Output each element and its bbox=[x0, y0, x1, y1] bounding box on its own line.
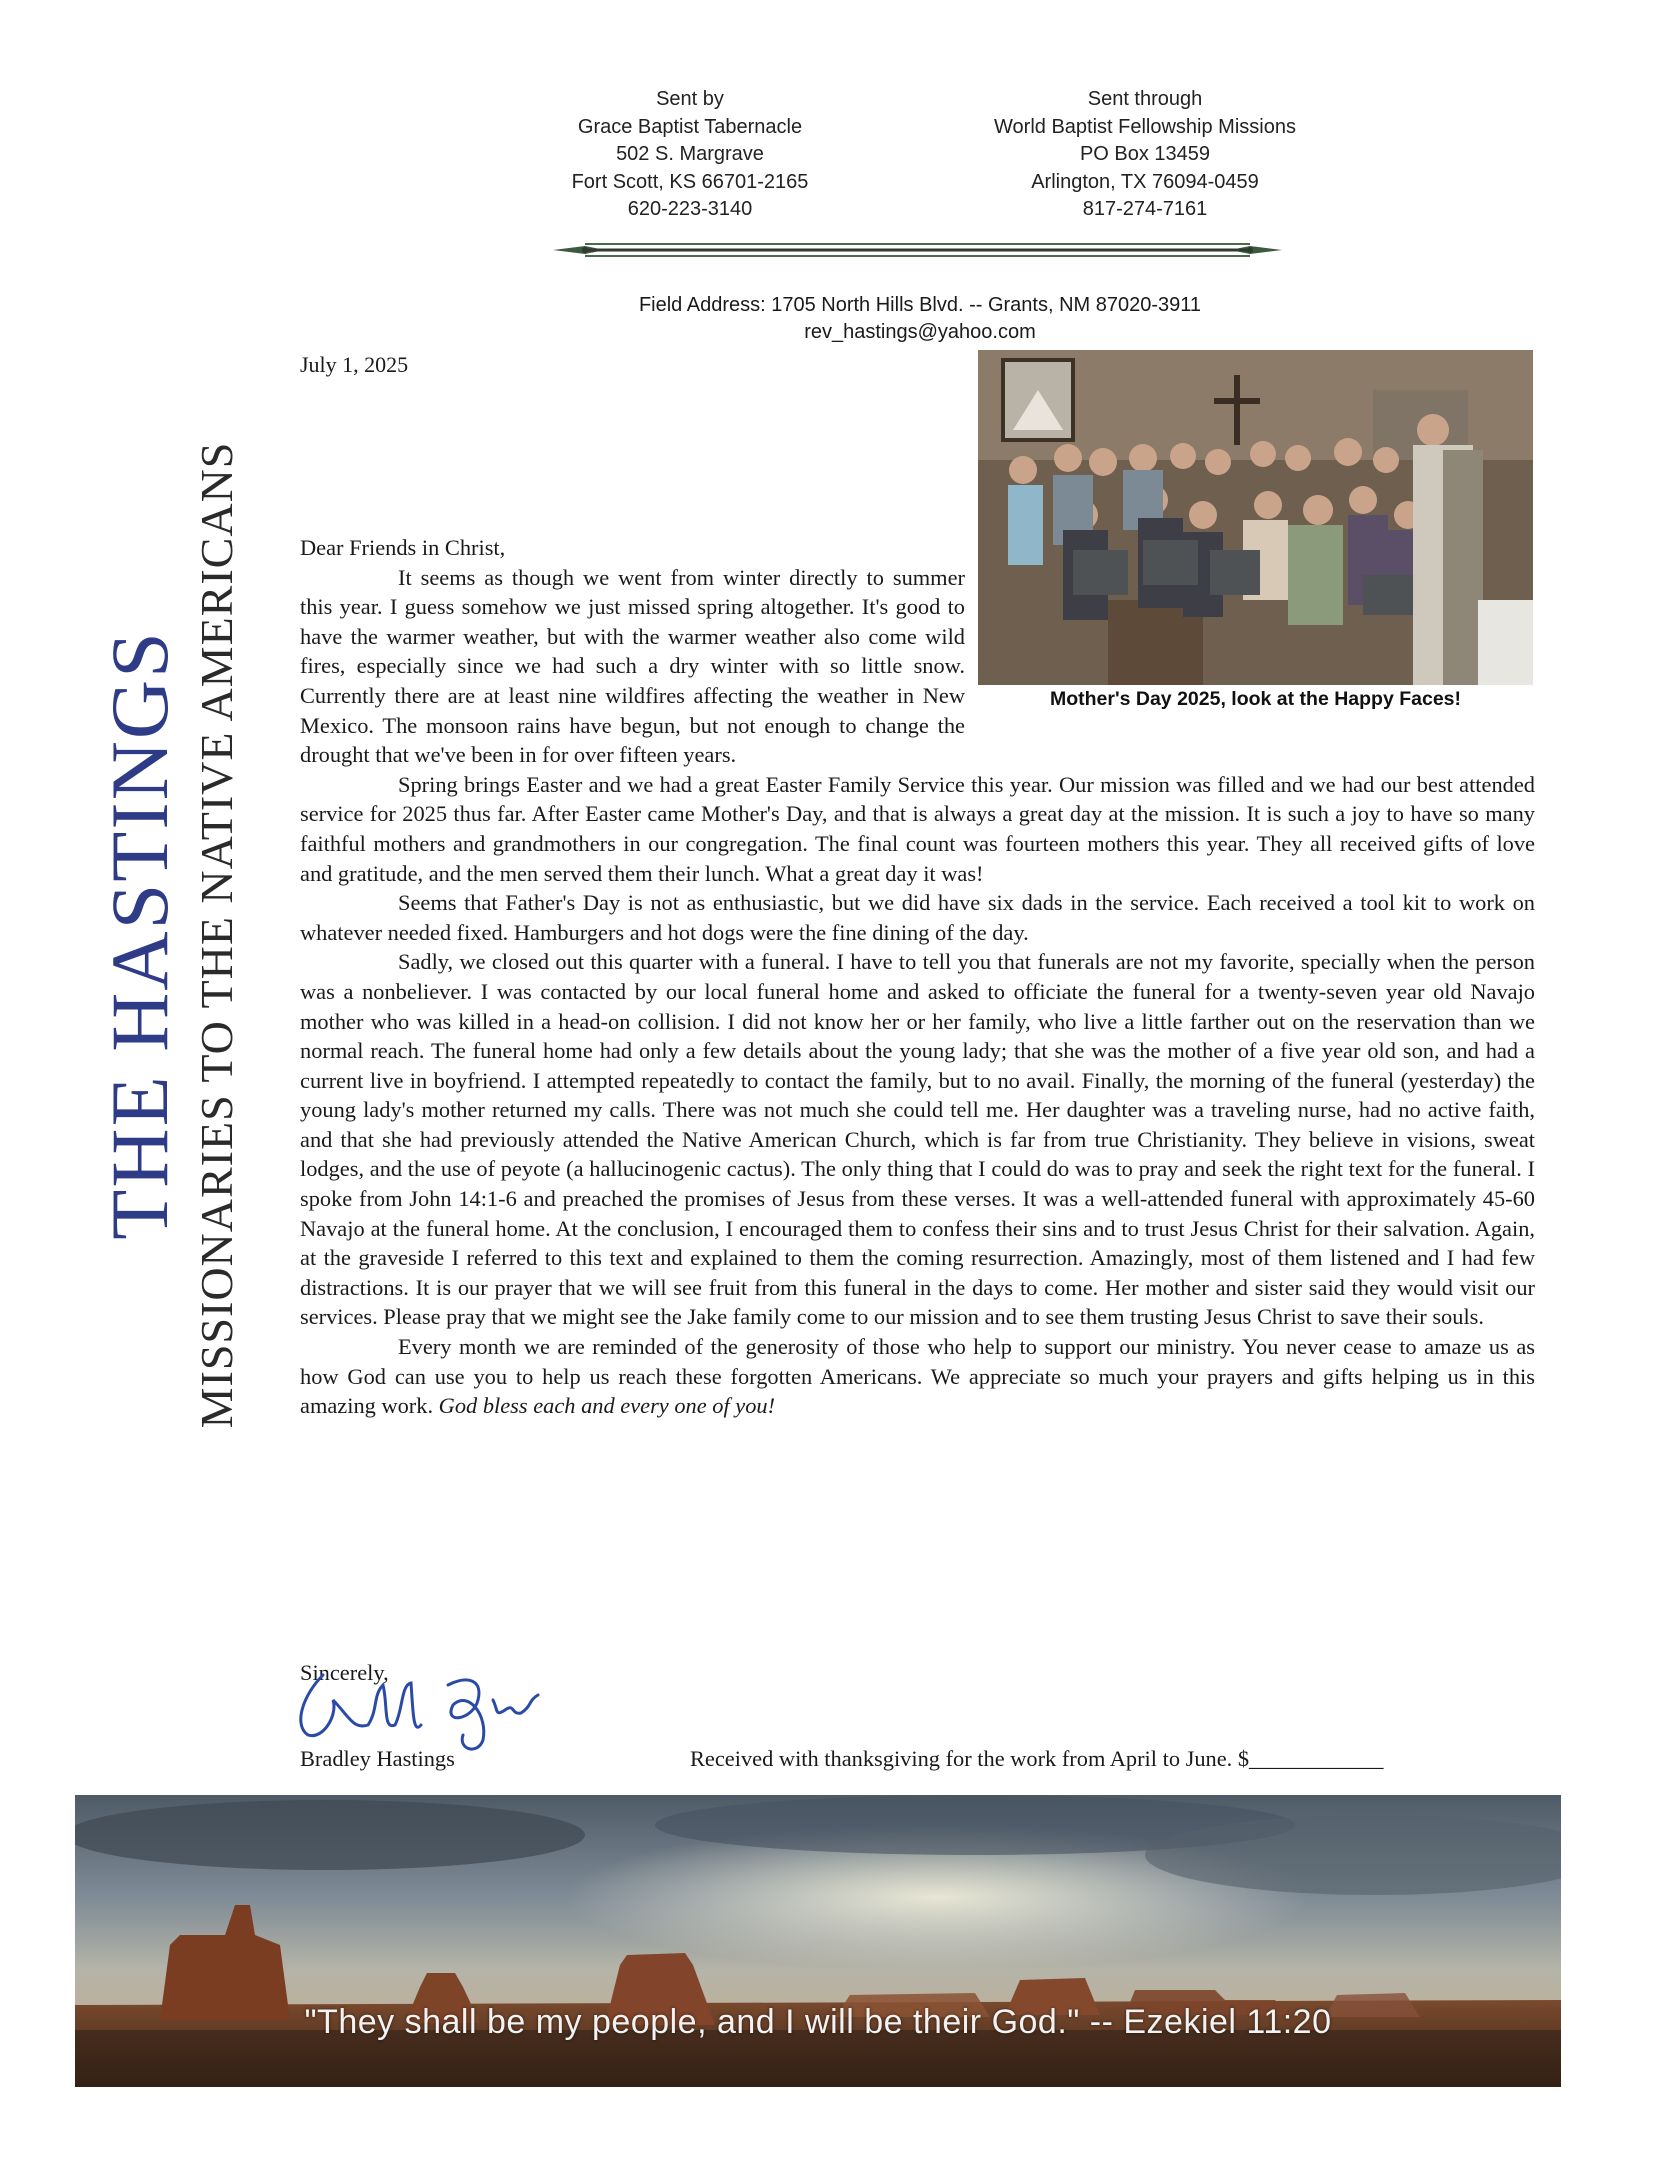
blessing: God bless each and every one of you! bbox=[438, 1393, 776, 1419]
paragraph-1: It seems as though we went from winter directly to summer this year. I guess somehow we just missed spring altogether. It's good to have the warmer weather, but with the warmer weather also come wild fires, especially since we had such a dry winter with so little snow. Currently there are at least nine wildfires affecting the weather in New Mexico. The monsoon rains have begun, but not enough to change the drought that we've been in for over fifteen years. bbox=[300, 564, 965, 768]
field-address: Field Address: 1705 North Hills Blvd. -- Grants, NM 87020-3911 bbox=[638, 294, 1202, 316]
sent-through-city: Arlington, TX 76094-0459 bbox=[1031, 170, 1259, 193]
sent-by-block bbox=[545, 86, 835, 224]
letter-date: July 1, 2025 bbox=[300, 352, 409, 377]
ornamental-divider bbox=[545, 236, 1290, 264]
landscape-illustration bbox=[75, 1795, 1561, 2087]
sent-by-street: 502 S. Margrave bbox=[616, 143, 764, 165]
sent-by-label: Sent by bbox=[656, 88, 724, 110]
handwritten-signature bbox=[283, 1655, 568, 1755]
scripture-quote: "They shall be my people, and I will be their God." -- Ezekiel 11:20 bbox=[304, 2003, 1332, 2041]
sidebar-title-block bbox=[95, 300, 275, 1580]
paragraph-2: Spring brings Easter and we had a great Easter Family Service this year. Our mission was filled and we had our best attended service for 2025 thus far. After Easter came Mother's Day, and that is always a great day at the mission. It is such a joy to have so many faithful mothers and grandmothers in our congregation. The final count was fourteen mothers this year. They all received gifts of love and gratitude, and the men served them their lunch. What a great day it was! bbox=[300, 771, 1535, 886]
letter-body bbox=[300, 533, 1535, 1421]
sent-through-phone: 817-274-7161 bbox=[1082, 198, 1208, 220]
field-address-block bbox=[600, 292, 1240, 346]
paragraph-3: Seems that Father's Day is not as enthusiastic, but we did have six dads in the service. Each received a tool kit to work on whatever needed fixed. Hamburgers and hot dogs were the fine dining of the day. bbox=[300, 890, 1535, 945]
sent-by-org: Grace Baptist Tabernacle bbox=[577, 115, 803, 138]
sent-by-phone: 620-223-3140 bbox=[627, 198, 753, 220]
sent-through-block bbox=[955, 86, 1335, 224]
email-address: rev_hastings@yahoo.com bbox=[804, 321, 1036, 343]
sidebar-subtitle: MISSIONARIES TO THE NATIVE AMERICANS bbox=[191, 441, 242, 1429]
sent-through-label: Sent through bbox=[1087, 88, 1203, 110]
sent-through-org: World Baptist Fellowship Missions bbox=[994, 115, 1296, 138]
paragraph-5-text: Every month we are reminded of the generosity of those who help to support our ministry. You never cease to amaze us as how God can use you to help us reach these forgotten Americans. We appreciate so much your prayers and gifts helping us in this amazing work. bbox=[300, 1334, 1535, 1419]
signer-name: Bradley Hastings bbox=[300, 1746, 455, 1771]
monument-valley-banner bbox=[75, 1795, 1561, 2087]
paragraph-4: Sadly, we closed out this quarter with a funeral. I have to tell you that funerals are not my favorite, specially when the person was a nonbeliever. I was contacted by our local funeral home and asked to officiate the funeral for a twenty-seven year old Navajo mother who was killed in a head-on collision. I did not know her or her family, who live a little farther out on the reservation than we normal reach. The funeral home had only a few details about the young lady; that she was the mother of a five year old son, and had a current live in boyfriend. I attempted repeatedly to contact the family, but to no avail. Finally, the morning of the funeral (yesterday) the young lady's mother returned my calls. There was not much she could tell me. Her daughter was a traveling nurse, had no active faith, and that she had previously attended the Native American Church, which is far from true Christianity. They believe in visions, sweat lodges, and the use of peyote (a hallucinogenic cactus). The only thing that I could do was to pray and seek the right text for the funeral. I spoke from John 14:1-6 and preached the promises of Jesus from these verses. It was a well-attended funeral with approximately 45-60 Navajo at the funeral home. At the conclusion, I encouraged them to confess their sins and to trust Jesus Christ for their salvation. Again, at the graveside I referred to this text and explained to them the coming resurrection. Amazingly, most of them listened and I had few distractions. It is our prayer that we will see fruit from this funeral in the days to come. Her mother and sister said they would visit our services. Please pray that we might see the Jake family come to our mission and to see them trusting Jesus Christ to save their souls. bbox=[300, 949, 1535, 1330]
closing: Sincerely, bbox=[300, 1660, 389, 1685]
sent-by-city: Fort Scott, KS 66701-2165 bbox=[571, 170, 809, 193]
photo-caption: Mother's Day 2025, look at the Happy Faces! bbox=[1049, 688, 1462, 710]
sidebar-title: THE HASTINGS bbox=[94, 630, 185, 1240]
sent-through-box: PO Box 13459 bbox=[1079, 143, 1211, 165]
receipt-line: Received with thanksgiving for the work from April to June. $____________ bbox=[690, 1746, 1384, 1771]
photo-wrap-spacer bbox=[965, 533, 1535, 733]
salutation: Dear Friends in Christ, bbox=[300, 535, 506, 560]
paragraph-5 bbox=[300, 1332, 1535, 1421]
